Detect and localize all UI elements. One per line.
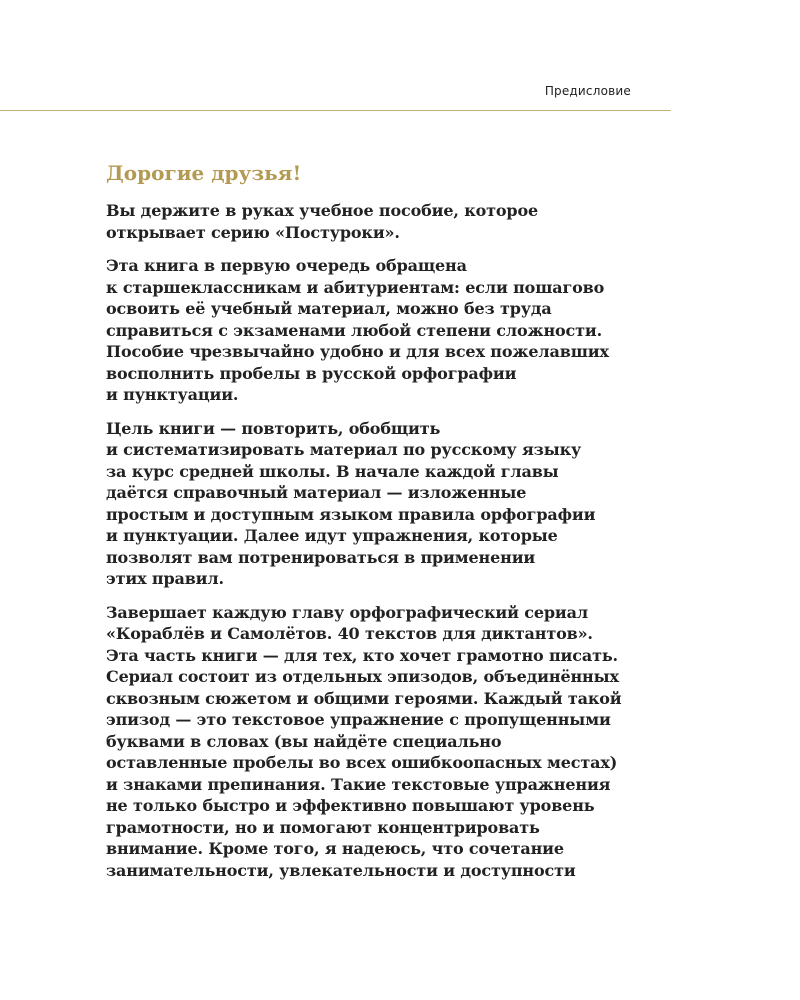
text-line: и систематизировать материал по русскому языку xyxy=(106,440,582,459)
page-content xyxy=(106,160,676,893)
text-line: грамотности, но и помогают концентрировать xyxy=(106,817,540,837)
text-line: Пособие чрезвычайно удобно и для всех пожелавших xyxy=(106,342,609,361)
text-line: освоить её учебный материал, можно без труда xyxy=(106,299,552,318)
paragraph xyxy=(106,255,676,406)
text-line: «Кораблёв и Самолётов. 40 текстов для диктантов». xyxy=(106,624,593,643)
body-text xyxy=(106,200,676,881)
text-line: Завершает каждую главу орфографический сериал xyxy=(106,602,588,622)
section-title: Предисловие xyxy=(544,84,631,98)
text-line: и пунктуации. Далее идут упражнения, которые xyxy=(106,526,558,545)
text-line: Цель книги — повторить, обобщить xyxy=(106,418,441,438)
text-line: Эта книга в первую очередь обращена xyxy=(106,256,467,275)
text-line: Сериал состоит из отдельных эпизодов, объединённых xyxy=(106,667,619,686)
running-head xyxy=(0,84,671,111)
paragraph xyxy=(106,200,676,243)
page-title: Дорогие друзья! xyxy=(106,161,302,185)
paragraph xyxy=(106,418,676,590)
text-line: открывает серию «Постуроки». xyxy=(106,222,400,242)
text-line: к старшеклассникам и абитуриентам: если пошагово xyxy=(106,277,605,297)
text-line: и пунктуации. xyxy=(106,385,239,404)
text-line: за курс средней школы. В начале каждой главы xyxy=(106,461,559,481)
text-line: восполнить пробелы в русской орфографии xyxy=(106,363,517,383)
text-line: буквами в словах (вы найдёте специально xyxy=(106,731,502,751)
text-line: Вы держите в руках учебное пособие, которое xyxy=(106,201,538,220)
text-line: и знаками препинания. Такие текстовые упражнения xyxy=(106,774,611,794)
text-line: эпизод — это текстовое упражнение с пропущенными xyxy=(106,710,611,729)
paragraph xyxy=(106,602,676,882)
text-line: справиться с экзаменами любой степени сложности. xyxy=(106,320,603,340)
text-line: не только быстро и эффективно повышают уровень xyxy=(106,796,595,815)
text-line: оставленные пробелы во всех ошибкоопасных местах) xyxy=(106,753,618,772)
text-line: Эта часть книги — для тех, кто хочет грамотно писать. xyxy=(106,645,618,665)
text-line: занимательности, увлекательности и доступности xyxy=(106,860,576,880)
text-line: позволят вам потренироваться в применении xyxy=(106,547,536,567)
text-line: этих правил. xyxy=(106,569,224,588)
text-line: даётся справочный материал — изложенные xyxy=(106,483,527,502)
text-line: внимание. Кроме того, я надеюсь, что сочетание xyxy=(106,839,564,858)
text-line: простым и доступным языком правила орфографии xyxy=(106,504,596,524)
text-line: сквозным сюжетом и общими героями. Каждый такой xyxy=(106,688,622,708)
